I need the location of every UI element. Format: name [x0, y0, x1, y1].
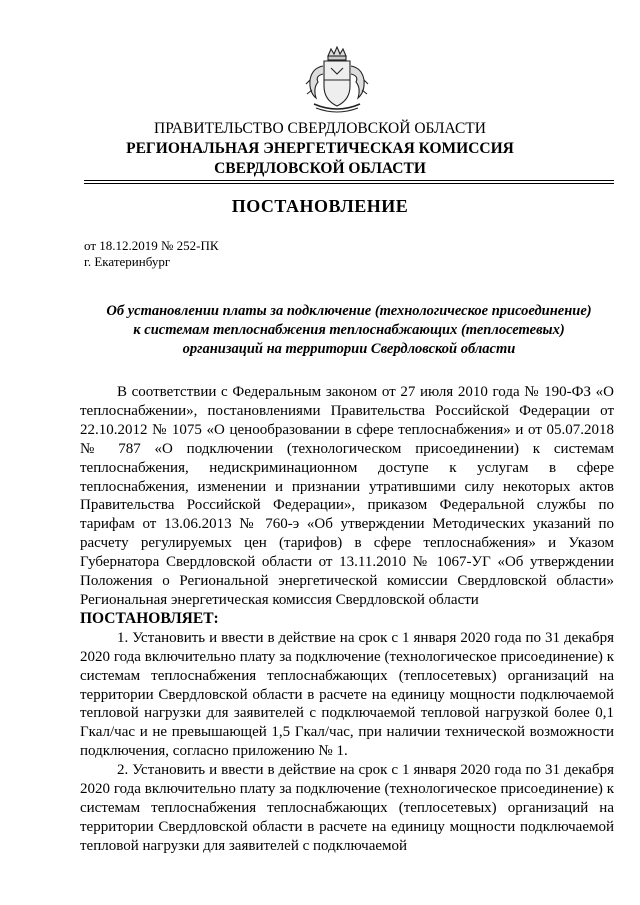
preamble-paragraph: В соответствии с Федеральным законом от 27 июля 2010 года № 190-ФЗ «О теплоснабжении», постановлениями Правительства Российской Федерации от 22.10.2012 № 1075 «О ценообразовании в сфере теплоснабжения» и от 05.07.2018 № 787 «О подключении (технологическом присоединении) к системам теплоснабжения, недискриминационном доступе к услугам в сфере теплоснабжения, изменении и признании утратившими силу некоторых актов Правительства Российской Федерации», приказом Федеральной службы по тарифам от 13.06.2013 № 760-э «Об утверждении Методических указаний по расчету регулируемых цен (тарифов) в сфере теплоснабжения» и Указом Губернатора Свердловской области от 13.11.2010 № 1067-УГ «Об утверждении Положения о Региональной энергетической комиссии Свердловской области» Региональная энергетическая комиссия Свердловской области — [80, 384, 614, 608]
commission-name: РЕГИОНАЛЬНАЯ ЭНЕРГЕТИЧЕСКАЯ КОМИССИЯ — [126, 140, 514, 157]
subject-line: к системам теплоснабжения теплоснабжающих (теплосетевых) — [133, 322, 565, 338]
document-subject — [84, 302, 614, 359]
resolves-heading: ПОСТАНОВЛЯЕТ: — [80, 609, 219, 627]
subject-line: организаций на территории Свердловской области — [182, 341, 516, 357]
header-divider — [84, 180, 614, 181]
subject-line: Об установлении платы за подключение (технологическое присоединение) — [106, 303, 592, 319]
document-type: ПОСТАНОВЛЕНИЕ — [231, 196, 409, 216]
clause-2: 2. Установить и ввести в действие на срок с 1 января 2020 года по 31 декабря 2020 года включительно плату за подключение (технологическое присоединение) к системам теплоснабжения теплоснабжающих (теплосетевых) организаций на территории Свердловской области в расчете на единицу мощности подключаемой тепловой нагрузки для заявителей с подключаемой — [80, 762, 614, 854]
date-number: от 18.12.2019 № 252-ПК — [84, 238, 219, 253]
document-body — [80, 383, 614, 856]
clause-1: 1. Установить и ввести в действие на срок с 1 января 2020 года по 31 декабря 2020 года включительно плату за подключение (технологическое присоединение) к системам теплоснабжения теплоснабжающих (теплосетевых) организаций на территории Свердловской области в расчете на единицу мощности подключаемой тепловой нагрузки для заявителей с подключаемой тепловой нагрузкой более 0,1 Гкал/час и не превышающей 1,5 Гкал/час, при наличии технической возможности подключения, согласно приложению № 1. — [80, 629, 614, 760]
region-name: СВЕРДЛОВСКОЙ ОБЛАСТИ — [214, 160, 426, 177]
coat-of-arms-icon — [304, 46, 370, 116]
city: г. Екатеринбург — [84, 254, 171, 269]
header-divider-thin — [84, 183, 614, 184]
government-name: ПРАВИТЕЛЬСТВО СВЕРДЛОВСКОЙ ОБЛАСТИ — [154, 120, 486, 137]
